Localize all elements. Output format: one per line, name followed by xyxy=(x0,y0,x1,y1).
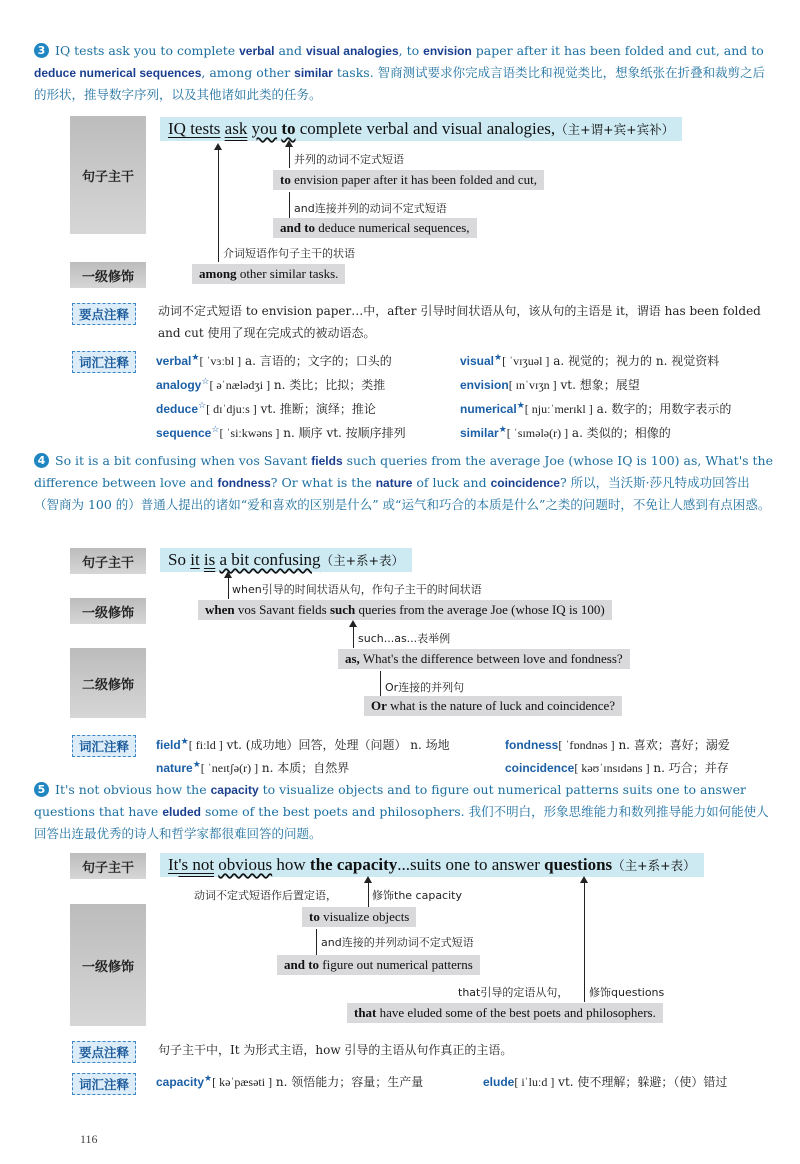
page-number: 116 xyxy=(80,1132,98,1146)
vocab-entry: numerical★[ njuːˈmerɪkl ] a. 数字的；用数字表示的 xyxy=(460,401,732,416)
label-first-level: 一级修饰 xyxy=(70,262,146,288)
label-sentence-trunk: 句子主干 xyxy=(70,548,146,574)
annotation: 并列的动词不定式短语 xyxy=(294,153,404,166)
tag-key-notes: 要点注释 xyxy=(72,1041,136,1063)
vocab-entry: visual★[ ˈvɪʒuəl ] a. 视觉的；视力的 n. 视觉资料 xyxy=(460,353,720,368)
annotation: and连接并列的动词不定式短语 xyxy=(294,202,447,215)
sentence-trunk: So it is a bit confusing（主+系+表） xyxy=(160,548,412,572)
sentence-trunk: It's not obvious how the capacity...suits one to answer questions（主+系+表） xyxy=(160,853,704,877)
modifier-box: as, What's the difference between love and fondness? xyxy=(338,649,630,669)
modifier-box: among other similar tasks. xyxy=(192,264,345,284)
tag-vocabulary: 词汇注释 xyxy=(72,1073,136,1095)
modifier-box: and to deduce numerical sequences, xyxy=(273,218,477,238)
annotation: and连接的并列动词不定式短语 xyxy=(321,936,474,949)
vocab-entry: capacity★[ kəˈpæsəti ] n. 领悟能力；容量；生产量 xyxy=(156,1074,424,1089)
tag-vocabulary: 词汇注释 xyxy=(72,351,136,373)
sentence-5: 5 It's not obvious how the capacity to visualize objects and to figure out numerical patterns suits one to answer questions that have eluded some of the best poets and philosophers. 我们不明白，形象思维能力和数列推导能力如何能使人回答出连最优秀的诗人和哲学家都很难回答的问题。 xyxy=(34,782,769,841)
tag-key-notes: 要点注释 xyxy=(72,303,136,325)
label-second-level: 二级修饰 xyxy=(70,648,146,718)
modifier-box: and to figure out numerical patterns xyxy=(277,955,480,975)
annotation: that引导的定语从句， xyxy=(458,986,569,999)
vocab-entry: similar★[ ˈsɪmələ(r) ] a. 类似的；相像的 xyxy=(460,425,671,440)
annotation: 修饰questions xyxy=(589,986,665,999)
sentence-number-4: 4 xyxy=(34,453,49,468)
vocab-entry: elude[ iˈluːd ] vt. 使不理解；躲避；（使）错过 xyxy=(483,1075,728,1089)
modifier-box: Or what is the nature of luck and coincidence? xyxy=(364,696,622,716)
annotation: such...as...表举例 xyxy=(358,632,451,645)
modifier-box: to visualize objects xyxy=(302,907,416,927)
vocab-entry: nature★[ ˈneɪtʃə(r) ] n. 本质；自然界 xyxy=(156,760,350,775)
modifier-box: that have eluded some of the best poets and philosophers. xyxy=(347,1003,663,1023)
vocab-entry: fondness[ ˈfɒndnəs ] n. 喜欢；喜好；溺爱 xyxy=(505,738,730,752)
annotation: Or连接的并列句 xyxy=(385,681,465,694)
vocab-entry: verbal★[ ˈvɜːbl ] a. 言语的；文字的；口头的 xyxy=(156,353,392,368)
label-sentence-trunk: 句子主干 xyxy=(70,116,146,234)
annotation: 动词不定式短语作后置定语， xyxy=(194,889,337,902)
label-first-level: 一级修饰 xyxy=(70,904,146,1026)
vocab-entry: analogy☆[ əˈnælədʒi ] n. 类比；比拟；类推 xyxy=(156,377,386,392)
sentence-number-5: 5 xyxy=(34,782,49,797)
sentence-trunk: IQ tests ask you to complete verbal and visual analogies,（主+谓+宾+宾补） xyxy=(160,117,682,141)
tag-vocabulary: 词汇注释 xyxy=(72,735,136,757)
key-notes-text: 动词不定式短语 to envision paper…中，after 引导时间状语从句，该从句的主语是 it，谓语 has been folded and cut 使用了现在完成式的被动语态。 xyxy=(158,304,761,340)
sentence-3: 3 IQ tests ask you to complete verbal and visual analogies, to envision paper after it has been folded and cut, and to deduce numerical sequences, among other similar tasks. 智商测试要求你完成言语类比和视觉类比，想象纸张在折叠和裁剪之后的形状，推导数字序列，以及其他诸如此类的任务。 xyxy=(34,43,766,102)
key-notes-text: 句子主干中，It 为形式主语，how 引导的主语从句作真正的主语。 xyxy=(158,1043,513,1057)
annotation: 介词短语作句子主干的状语 xyxy=(223,247,355,260)
vocab-entry: coincidence[ kəʊˈɪnsɪdəns ] n. 巧合；并存 xyxy=(505,761,729,775)
sentence-4: 4 So it is a bit confusing when vos Savant fields such queries from the average Joe (whose IQ is 100) as, What's the difference between love and fondness? Or what is the nature of luck and coincidence? 所以，当沃斯·莎凡特成功回答出（智商为 100 的）普通人提出的诸如“爱和喜欢的区别是什么” 或“运气和巧合的本质是什么”之类的问题时，不免让人感到有点困惑。 xyxy=(34,453,773,512)
modifier-box: to envision paper after it has been folded and cut, xyxy=(273,170,544,190)
label-first-level: 一级修饰 xyxy=(70,598,146,624)
annotation: when引导的时间状语从句，作句子主干的时间状语 xyxy=(232,583,482,596)
label-sentence-trunk: 句子主干 xyxy=(70,853,146,879)
vocab-entry: deduce☆[ dɪˈdjuːs ] vt. 推断；演绎；推论 xyxy=(156,401,376,416)
vocab-entry: sequence☆[ ˈsiːkwəns ] n. 顺序 vt. 按顺序排列 xyxy=(156,425,406,440)
modifier-box: when vos Savant fields such queries from the average Joe (whose IQ is 100) xyxy=(198,600,612,620)
vocab-entry: field★[ fiːld ] vt. (成功地）回答，处理（问题） n. 场地 xyxy=(156,737,450,752)
annotation: 修饰the capacity xyxy=(372,889,462,902)
sentence-number-3: 3 xyxy=(34,43,49,58)
vocab-entry: envision[ ɪnˈvɪʒn ] vt. 想象；展望 xyxy=(460,378,640,392)
